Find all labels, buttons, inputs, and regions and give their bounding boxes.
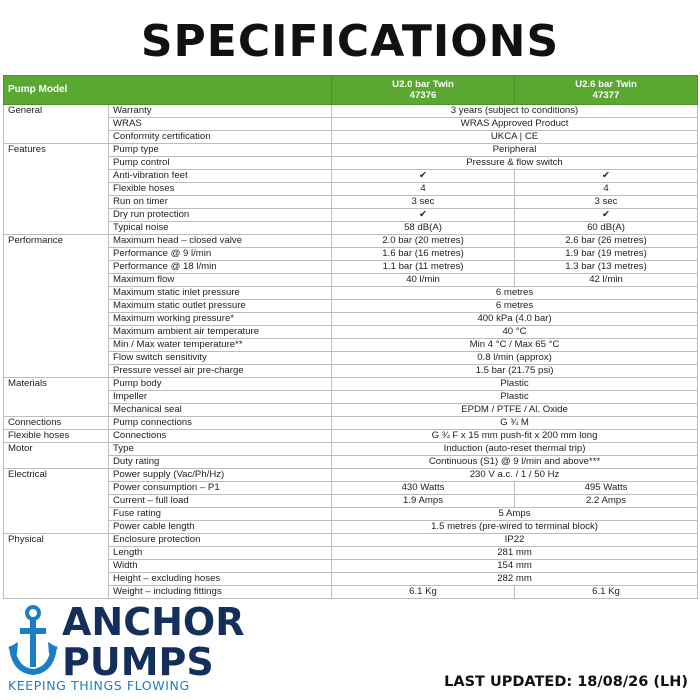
- anchor-pumps-logo: [8, 600, 248, 694]
- parameter-cell: Duty rating: [109, 456, 332, 469]
- parameter-cell: Flexible hoses: [109, 183, 332, 196]
- category-cell: Flexible hoses: [4, 430, 109, 443]
- value-cell: 1.1 bar (11 metres): [332, 261, 515, 274]
- value-cell-merged: Plastic: [332, 391, 698, 404]
- parameter-cell: Run on timer: [109, 196, 332, 209]
- parameter-cell: Min / Max water temperature**: [109, 339, 332, 352]
- table-row: [4, 248, 698, 261]
- table-row: [4, 586, 698, 599]
- table-row: [4, 365, 698, 378]
- column-code: 47376: [409, 90, 437, 101]
- parameter-cell: Power supply (Vac/Ph/Hz): [109, 469, 332, 482]
- value-cell: 40 l/min: [332, 274, 515, 287]
- table-row: [4, 456, 698, 469]
- table-row: [4, 339, 698, 352]
- column-header-47377: [515, 76, 698, 105]
- value-cell: 2.6 bar (26 metres): [515, 235, 698, 248]
- parameter-cell: WRAS: [109, 118, 332, 131]
- table-row: [4, 482, 698, 495]
- parameter-cell: Performance @ 18 l/min: [109, 261, 332, 274]
- category-cell: General: [4, 105, 109, 144]
- parameter-cell: Pump control: [109, 157, 332, 170]
- brand-name-line2: PUMPS: [62, 640, 214, 684]
- value-cell-merged: 281 mm: [332, 547, 698, 560]
- parameter-cell: Maximum working pressure*: [109, 313, 332, 326]
- column-code: 47377: [592, 90, 620, 101]
- value-cell: ✔: [515, 170, 698, 183]
- value-cell-merged: 1.5 metres (pre-wired to terminal block): [332, 521, 698, 534]
- category-cell: Motor: [4, 443, 109, 469]
- table-row: [4, 508, 698, 521]
- column-name: U2.0 bar Twin: [392, 79, 454, 90]
- value-cell: 60 dB(A): [515, 222, 698, 235]
- value-cell-merged: G ¾ F x 15 mm push-fit x 200 mm long: [332, 430, 698, 443]
- parameter-cell: Conformity certification: [109, 131, 332, 144]
- table-row: [4, 534, 698, 547]
- parameter-cell: Type: [109, 443, 332, 456]
- value-cell-merged: Peripheral: [332, 144, 698, 157]
- table-row: [4, 300, 698, 313]
- table-row: [4, 573, 698, 586]
- table-row: [4, 209, 698, 222]
- value-cell-merged: 282 mm: [332, 573, 698, 586]
- value-cell-merged: 1.5 bar (21.75 psi): [332, 365, 698, 378]
- value-cell-merged: 3 years (subject to conditions): [332, 105, 698, 118]
- value-cell: 4: [515, 183, 698, 196]
- value-cell: 42 l/min: [515, 274, 698, 287]
- value-cell-merged: Continuous (S1) @ 9 l/min and above***: [332, 456, 698, 469]
- table-row: [4, 157, 698, 170]
- parameter-cell: Width: [109, 560, 332, 573]
- table-row: [4, 131, 698, 144]
- parameter-cell: Power consumption – P1: [109, 482, 332, 495]
- brand-tagline: KEEPING THINGS FLOWING: [8, 678, 190, 693]
- value-cell-merged: Induction (auto-reset thermal trip): [332, 443, 698, 456]
- value-cell: 2.0 bar (20 metres): [332, 235, 515, 248]
- value-cell-merged: 40 °C: [332, 326, 698, 339]
- parameter-cell: Maximum ambient air temperature: [109, 326, 332, 339]
- last-updated: LAST UPDATED: 18/08/26 (LH): [444, 674, 688, 690]
- parameter-cell: Height – excluding hoses: [109, 573, 332, 586]
- value-cell: 495 Watts: [515, 482, 698, 495]
- table-row: [4, 144, 698, 157]
- table-row: [4, 443, 698, 456]
- table-row: [4, 560, 698, 573]
- value-cell: 430 Watts: [332, 482, 515, 495]
- value-cell: 3 sec: [515, 196, 698, 209]
- category-cell: Materials: [4, 378, 109, 417]
- parameter-cell: Length: [109, 547, 332, 560]
- brand-name-line1: ANCHOR: [62, 600, 245, 644]
- table-row: [4, 222, 698, 235]
- table-row: [4, 105, 698, 118]
- value-cell-merged: 400 kPa (4.0 bar): [332, 313, 698, 326]
- specifications-table: [3, 75, 698, 599]
- table-row: [4, 274, 698, 287]
- parameter-cell: Maximum static outlet pressure: [109, 300, 332, 313]
- table-row: [4, 313, 698, 326]
- parameter-cell: Impeller: [109, 391, 332, 404]
- value-cell: 58 dB(A): [332, 222, 515, 235]
- value-cell: 6.1 Kg: [515, 586, 698, 599]
- parameter-cell: Enclosure protection: [109, 534, 332, 547]
- parameter-cell: Pump body: [109, 378, 332, 391]
- value-cell: 2.2 Amps: [515, 495, 698, 508]
- value-cell: 4: [332, 183, 515, 196]
- column-header-47376: [332, 76, 515, 105]
- value-cell-merged: 5 Amps: [332, 508, 698, 521]
- parameter-cell: Performance @ 9 l/min: [109, 248, 332, 261]
- parameter-cell: Power cable length: [109, 521, 332, 534]
- table-row: [4, 417, 698, 430]
- value-cell-merged: Plastic: [332, 378, 698, 391]
- table-row: [4, 287, 698, 300]
- table-row: [4, 183, 698, 196]
- parameter-cell: Maximum flow: [109, 274, 332, 287]
- table-row: [4, 495, 698, 508]
- table-row: [4, 469, 698, 482]
- value-cell-merged: 230 V a.c. / 1 / 50 Hz: [332, 469, 698, 482]
- value-cell-merged: 6 metres: [332, 287, 698, 300]
- value-cell-merged: 0.8 l/min (approx): [332, 352, 698, 365]
- category-cell: Features: [4, 144, 109, 235]
- parameter-cell: Weight – including fittings: [109, 586, 332, 599]
- value-cell-merged: Pressure & flow switch: [332, 157, 698, 170]
- category-cell: Performance: [4, 235, 109, 378]
- value-cell-merged: UKCA | CE: [332, 131, 698, 144]
- category-cell: Connections: [4, 417, 109, 430]
- table-row: [4, 547, 698, 560]
- parameter-cell: Mechanical seal: [109, 404, 332, 417]
- value-cell-merged: 6 metres: [332, 300, 698, 313]
- value-cell-merged: 154 mm: [332, 560, 698, 573]
- value-cell: 1.6 bar (16 metres): [332, 248, 515, 261]
- parameter-cell: Fuse rating: [109, 508, 332, 521]
- table-row: [4, 521, 698, 534]
- parameter-cell: Connections: [109, 430, 332, 443]
- pump-model-header: Pump Model: [4, 76, 332, 105]
- value-cell: 1.3 bar (13 metres): [515, 261, 698, 274]
- table-row: [4, 378, 698, 391]
- value-cell: ✔: [332, 170, 515, 183]
- parameter-cell: Warranty: [109, 105, 332, 118]
- value-cell: 1.9 bar (19 metres): [515, 248, 698, 261]
- parameter-cell: Pump type: [109, 144, 332, 157]
- parameter-cell: Anti-vibration feet: [109, 170, 332, 183]
- table-row: [4, 391, 698, 404]
- value-cell-merged: EPDM / PTFE / Al. Oxide: [332, 404, 698, 417]
- parameter-cell: Maximum head – closed valve: [109, 235, 332, 248]
- value-cell-merged: Min 4 °C / Max 65 °C: [332, 339, 698, 352]
- value-cell: 1.9 Amps: [332, 495, 515, 508]
- parameter-cell: Flow switch sensitivity: [109, 352, 332, 365]
- value-cell: 6.1 Kg: [332, 586, 515, 599]
- column-name: U2.6 bar Twin: [575, 79, 637, 90]
- page-title: SPECIFICATIONS: [140, 16, 560, 67]
- value-cell-merged: WRAS Approved Product: [332, 118, 698, 131]
- table-row: [4, 235, 698, 248]
- parameter-cell: Typical noise: [109, 222, 332, 235]
- parameter-cell: Pump connections: [109, 417, 332, 430]
- table-body: [4, 105, 698, 599]
- table-row: [4, 430, 698, 443]
- parameter-cell: Maximum static inlet pressure: [109, 287, 332, 300]
- category-cell: Physical: [4, 534, 109, 599]
- table-row: [4, 326, 698, 339]
- value-cell: ✔: [515, 209, 698, 222]
- anchor-icon: [8, 604, 58, 676]
- table-row: [4, 261, 698, 274]
- table-row: [4, 352, 698, 365]
- value-cell: ✔: [332, 209, 515, 222]
- value-cell-merged: IP22: [332, 534, 698, 547]
- table-row: [4, 404, 698, 417]
- parameter-cell: Current – full load: [109, 495, 332, 508]
- table-row: [4, 170, 698, 183]
- parameter-cell: Pressure vessel air pre-charge: [109, 365, 332, 378]
- table-row: [4, 196, 698, 209]
- category-cell: Electrical: [4, 469, 109, 534]
- value-cell: 3 sec: [332, 196, 515, 209]
- parameter-cell: Dry run protection: [109, 209, 332, 222]
- table-header-row: [4, 76, 698, 105]
- value-cell-merged: G ¾ M: [332, 417, 698, 430]
- table-row: [4, 118, 698, 131]
